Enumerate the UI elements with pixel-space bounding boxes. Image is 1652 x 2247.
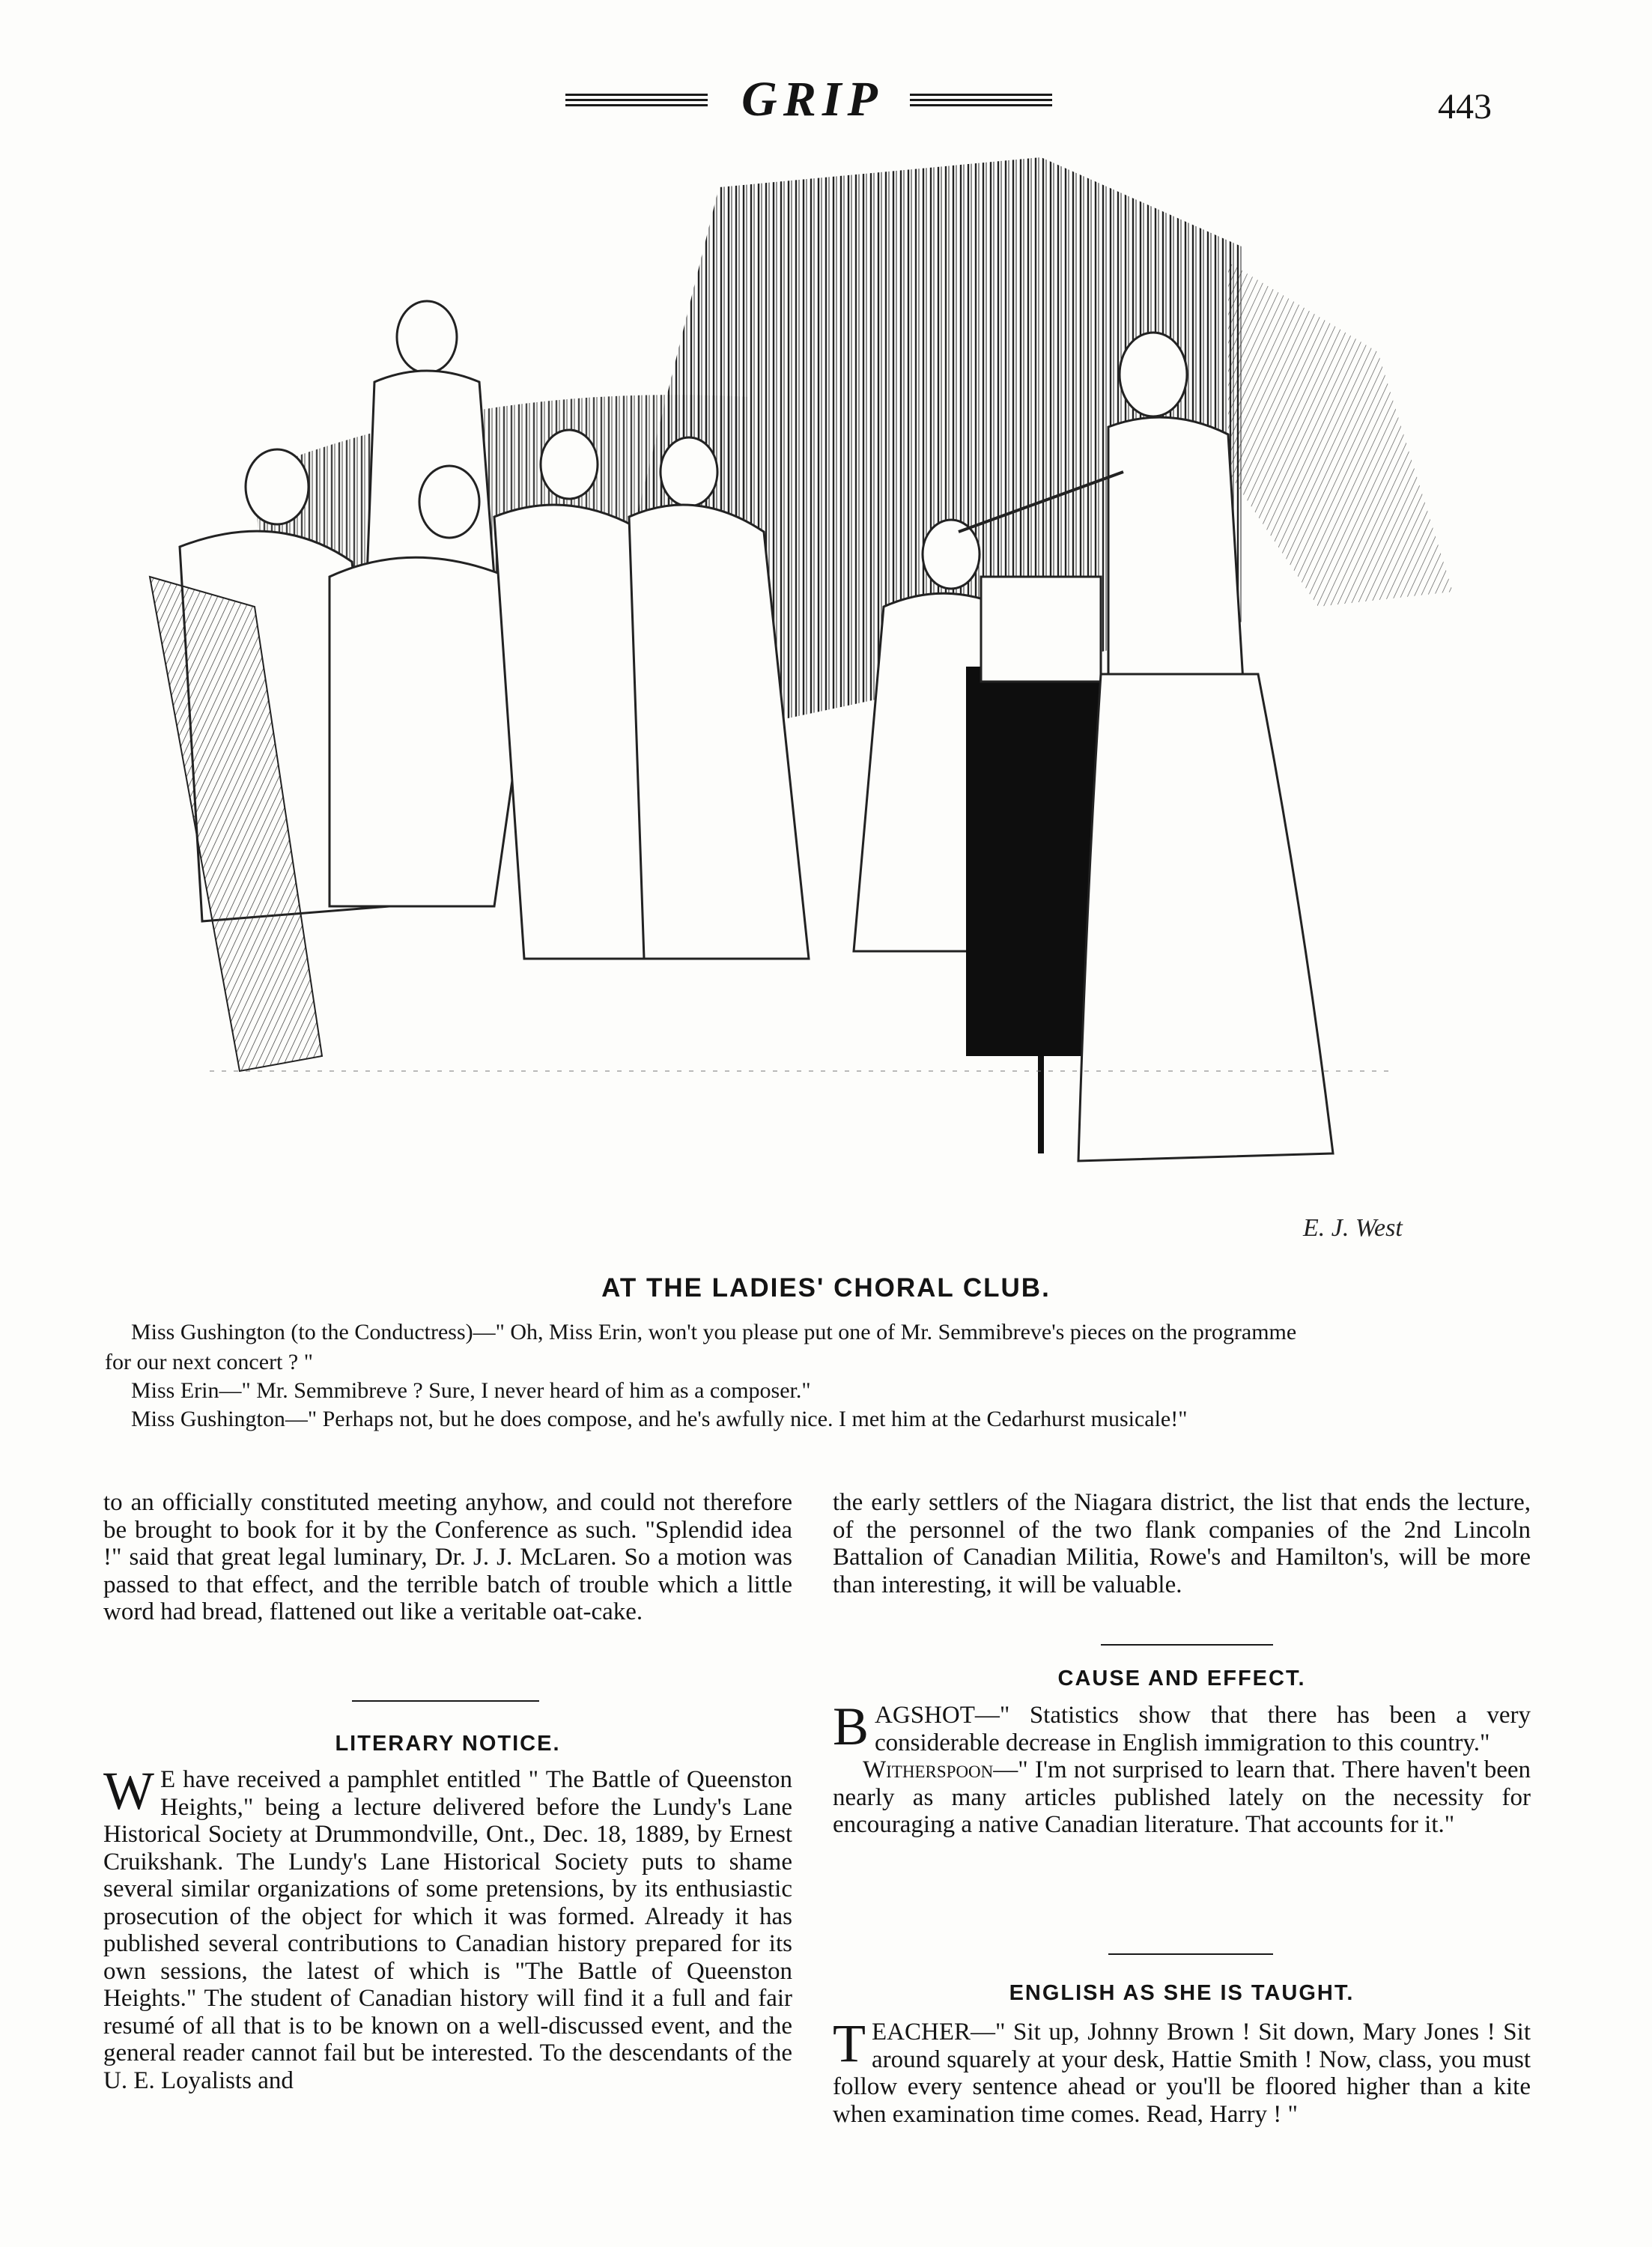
continued-paragraph: to an officially constituted meeting anyhow, and could not therefore be brought to book for it by the Conference as such. "Splendid idea !" said that great legal luminary, Dr. J. J. McLaren. So a motion was passed to that effect, and the terrible batch of trouble which a little word had bread, flattened out like a veritable oat-cake.	[103, 1489, 792, 1625]
caption-line-1: Miss Gushington (to the Conductress)—" Oh, Miss Erin, won't you please put one of Mr. Semmibreve's pieces on the programme	[131, 1320, 1297, 1344]
english-paragraph: EACHER—" Sit up, Johnny Brown ! Sit down, Mary Jones ! Sit around squarely at your desk, Hattie Smith ! Now, class, you must follow every sentence ahead or you'll be floored higher than a kite when examination time comes. Read, Harry ! "	[833, 2019, 1531, 2128]
masthead-rule-left	[565, 94, 708, 116]
caption-line-4: Miss Gushington—" Perhaps not, but he does compose, and he's awfully nice. I met him at the Cedarhurst musicale!"	[131, 1407, 1188, 1431]
cause-paragraph-2: —" I'm not surprised to learn that. There haven't been nearly as many articles published lately on the necessity for encouraging a native Canadian literature. That accounts for it."	[833, 1756, 1531, 1838]
masthead	[0, 71, 1652, 139]
left-column-continued	[103, 1489, 792, 1626]
background-drapery	[1228, 262, 1453, 607]
english-as-she-is-taught-body	[833, 2013, 1531, 2128]
speaker-name: Witherspoon	[863, 1756, 994, 1783]
drop-cap: W	[103, 1761, 154, 1821]
caption-line-3: Miss Erin—" Mr. Semmibreve ? Sure, I never heard of him as a composer."	[131, 1378, 811, 1403]
cause-and-effect-body	[833, 1696, 1531, 1839]
cause-paragraph-1: AGSHOT—" Statistics show that there has been a very considerable decrease in English immigration to this country."	[875, 1702, 1531, 1756]
divider	[1101, 1644, 1273, 1646]
divider	[1108, 1953, 1273, 1955]
literary-notice-text: E have received a pamphlet entitled " The Battle of Queenston Heights," being a lecture delivered before the Lundy's Lane Historical Society at Drummondville, Ont., Dec. 18, 1889, by Ernest Cruikshank. The Lundy's Lane Historical Society puts to shame several similar organizations of some pretensions, by its enthusiastic prosecution of the object for which it was formed. Already it has published several contributions to Canadian history prepared for its own sessions, the latest of which is "The Battle of Queenston Heights." The student of Canadian history will find it a full and fair resumé of all that is to be known on a well-discussed event, and the general reader cannot fail but be interested. To the descendants of the U. E. Loyalists and	[103, 1766, 792, 2094]
literary-notice-body	[103, 1761, 792, 2094]
masthead-rule-right	[910, 94, 1052, 116]
page-number: 443	[1438, 87, 1492, 127]
choral-club-illustration	[105, 157, 1550, 1251]
caption-line-2: for our next concert ? "	[105, 1350, 313, 1374]
journal-title: GRIP	[741, 72, 884, 127]
caption-title: AT THE LADIES' CHORAL CLUB.	[601, 1273, 1051, 1303]
drop-cap: B	[833, 1696, 869, 1756]
standing-singer	[367, 301, 494, 577]
drop-cap: T	[833, 2013, 866, 2073]
cause-and-effect-heading: CAUSE AND EFFECT.	[1057, 1667, 1306, 1690]
english-as-she-is-taught-heading: ENGLISH AS SHE IS TAUGHT.	[1009, 1981, 1355, 2005]
literary-notice-heading: LITERARY NOTICE.	[335, 1732, 561, 1756]
right-column-continued	[833, 1489, 1531, 1598]
continued-paragraph-right: the early settlers of the Niagara district, the list that ends the lecture, of the personnel of the two flank companies of the 2nd Lincoln Battalion of Canadian Militia, Rowe's and Hamilton's, will be more than interesting, it will be valuable.	[833, 1489, 1531, 1598]
divider	[352, 1700, 539, 1702]
artist-signature: E. J. West	[1303, 1214, 1403, 1242]
